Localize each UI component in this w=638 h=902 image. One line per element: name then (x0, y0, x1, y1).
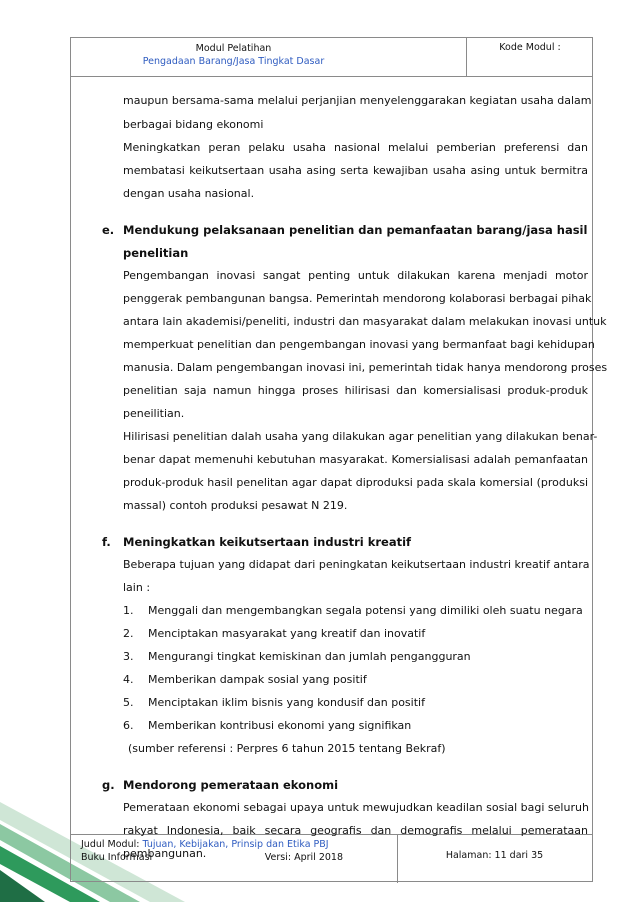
intro-line: berbagai bidang ekonomi (123, 118, 264, 131)
section-f-title: Meningkatkan keikutsertaan industri kreatif (123, 535, 412, 549)
list-item: Memberikan dampak sosial yang positif (148, 673, 367, 686)
list-item-number: 5. (123, 696, 134, 709)
list-item-number: 4. (123, 673, 134, 686)
module-code-label: Kode Modul : (499, 42, 561, 53)
section-g-letter: g. (102, 778, 115, 792)
section-e-line: Hilirisasi penelitian dalah usaha yang dilakukan agar penelitian yang dilakukan benar- (123, 430, 598, 443)
list-item-number: 1. (123, 604, 134, 617)
section-e-letter: e. (102, 223, 115, 237)
module-subtitle: Pengadaan Barang/Jasa Tingkat Dasar (142, 56, 325, 67)
section-f-intro-cont: lain : (123, 581, 151, 594)
section-e-line: penggerak pembangunan bangsa. Pemerintah mendorong kolaborasi berbagai pihak (123, 292, 592, 305)
footer-book: Buku Informasi (81, 852, 153, 863)
section-g-title: Mendorong pemerataan ekonomi (123, 778, 339, 792)
intro-line: Meningkatkan peran pelaku usaha nasional melalui pemberian preferensi dan (123, 141, 588, 154)
footer-title-label: Judul Modul: (81, 839, 140, 850)
section-e-line: manusia. Dalam pengembangan inovasi ini, pemerintah tidak hanya mendorong proses (123, 361, 608, 374)
list-item: Menciptakan iklim bisnis yang kondusif dan positif (148, 696, 425, 709)
list-item-number: 6. (123, 719, 134, 732)
reference-note: (sumber referensi : Perpres 6 tahun 2015 tentang Bekraf) (128, 742, 446, 755)
list-item: Memberikan kontribusi ekonomi yang signifikan (148, 719, 412, 732)
section-g-line: pembangunan. (123, 847, 207, 860)
list-item: Mengurangi tingkat kemiskinan dan jumlah pengangguran (148, 650, 471, 663)
section-e-line: benar dapat memenuhi kebutuhan masyarakat. Komersialisasi adalah pemanfaatan (123, 453, 588, 466)
module-title: Modul Pelatihan (195, 43, 272, 54)
footer-page-number: Halaman: 11 dari 35 (445, 850, 544, 861)
section-f-letter: f. (102, 535, 111, 549)
list-item-number: 2. (123, 627, 134, 640)
list-item: Menggali dan mengembangkan segala potensi yang dimiliki oleh suatu negara (148, 604, 583, 617)
intro-line: maupun bersama-sama melalui perjanjian menyelenggarakan kegiatan usaha dalam (123, 94, 592, 107)
section-e-line: massal) contoh produksi pesawat N 219. (123, 499, 348, 512)
section-e-line: Pengembangan inovasi sangat penting untuk dilakukan karena menjadi motor (123, 269, 588, 282)
list-item-number: 3. (123, 650, 134, 663)
intro-line: dengan usaha nasional. (123, 187, 255, 200)
section-e-title-cont: penelitian (123, 246, 189, 260)
footer-version: Versi: April 2018 (264, 852, 343, 863)
section-e-line: penelitian saja namun hingga proses hilirisasi dan komersialisasi produk-produk (123, 384, 588, 397)
intro-line: membatasi keikutsertaan usaha asing serta kewajiban usaha asing untuk bermitra (123, 164, 588, 177)
list-item: Menciptakan masyarakat yang kreatif dan inovatif (148, 627, 426, 640)
section-e-title: Mendukung pelaksanaan penelitian dan pemanfaatan barang/jasa hasil (123, 223, 588, 237)
section-g-line: rakyat Indonesia, baik secara geografis dan demografis melalui pemerataan (123, 824, 588, 837)
section-e-line: memperkuat penelitian dan pengembangan inovasi yang bermanfaat bagi kehidupan (123, 338, 595, 351)
section-e-line: antara lain akademisi/peneliti, industri dan masyarakat dalam melakukan inovasi untuk (123, 315, 607, 328)
section-g-line: Pemerataan ekonomi sebagai upaya untuk mewujudkan keadilan sosial bagi seluruh (123, 801, 589, 814)
section-f-intro: Beberapa tujuan yang didapat dari peningkatan keikutsertaan industri kreatif antara (123, 558, 590, 571)
section-e-line: produk-produk hasil penelitan agar dapat diproduksi pada skala komersial (produksi (123, 476, 588, 489)
footer-title-value: Tujuan, Kebijakan, Prinsip dan Etika PBJ (142, 839, 329, 850)
section-e-line: peneilitian. (123, 407, 185, 420)
